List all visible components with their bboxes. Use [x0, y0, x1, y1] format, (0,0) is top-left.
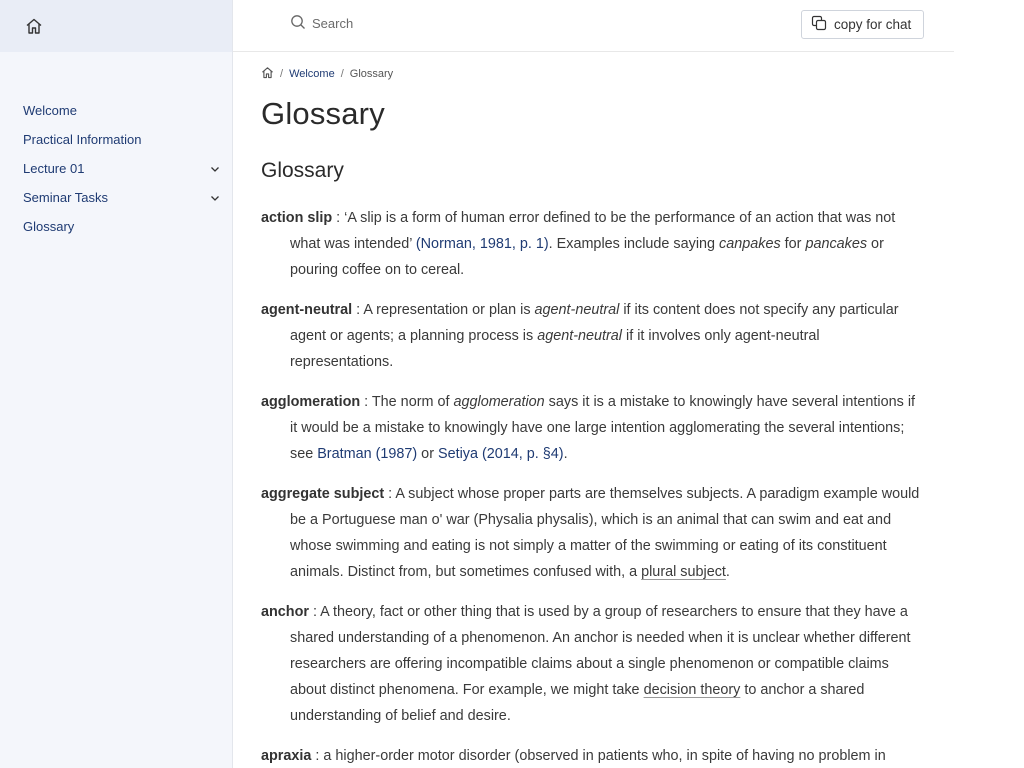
copy-icon: [811, 15, 827, 34]
home-icon[interactable]: [24, 16, 44, 36]
glossary-term: anchor: [261, 604, 309, 620]
sidebar-item-lecture-01[interactable]: [0, 154, 232, 183]
definition-text: or: [417, 446, 438, 462]
main-content: [261, 52, 925, 768]
sidebar-item-practical-information[interactable]: [0, 125, 232, 154]
definition-text: : ‘A slip is a form of human error defined to be the performance of an action that was not what was intended’: [290, 210, 896, 252]
top-bar: [233, 0, 954, 52]
breadcrumb-welcome[interactable]: Welcome: [289, 68, 335, 80]
sidebar-item-label: Seminar Tasks: [23, 190, 109, 205]
glossary-entry-agent-neutral: [261, 297, 925, 375]
copy-for-chat-button[interactable]: [801, 10, 924, 39]
definition-text: : A theory, fact or other thing that is used by a group of researchers to ensure that they have a shared understanding of a phenomenon. An anchor is needed when it is unclear whether different researchers are offering incompatible claims about a single phenomenon or compatible claims about distinct phenomena. For example, we might take: [290, 604, 911, 698]
search-input[interactable]: [290, 14, 353, 33]
sidebar-item-label: Welcome: [23, 103, 77, 118]
definition-text: : The norm of: [360, 394, 454, 410]
sidebar-item-label: Practical Information: [23, 132, 142, 147]
breadcrumb: [261, 66, 925, 82]
section-title: Glossary: [261, 159, 344, 182]
sidebar-nav: [0, 96, 232, 241]
citation-link[interactable]: (Norman, 1981, p. 1): [415, 236, 549, 252]
home-icon[interactable]: [261, 66, 274, 82]
sidebar-header: [0, 0, 232, 52]
page-title: Glossary: [261, 96, 385, 131]
search-placeholder: Search: [312, 16, 354, 31]
chevron-down-icon[interactable]: [208, 162, 222, 176]
glossary-term: agent-neutral: [261, 302, 353, 318]
glossary-term: aggregate subject: [261, 486, 385, 502]
glossary-entry-agglomeration: [261, 389, 925, 467]
definition-text: .: [725, 564, 730, 580]
cross-reference-link[interactable]: decision theory: [643, 682, 741, 698]
sidebar-item-seminar-tasks[interactable]: [0, 183, 232, 212]
emphasis-text: agent-neutral: [537, 328, 623, 344]
emphasis-text: pancakes: [805, 236, 868, 252]
glossary-entry-aggregate-subject: [261, 481, 925, 585]
glossary-term: action slip: [261, 210, 333, 226]
definition-text: : A subject whose proper parts are themselves subjects. A paradigm example would be a Portuguese man o' war (Physalia physalis), which is an animal that can swim and eat and whose swimming and eating is not simply a matter of the swimming or eating of its constituent animals. Distinct from, but sometimes confused with, a: [290, 486, 920, 580]
citation-link[interactable]: Setiya (2014, p. §4): [437, 446, 564, 462]
definition-text: : A representation or plan is: [352, 302, 535, 318]
copy-button-label: copy for chat: [834, 17, 912, 32]
glossary-entry-anchor: [261, 599, 925, 729]
definition-text: if its content does not specify any particular agent or agents; a planning process is: [290, 302, 899, 344]
definition-text: . Examples include saying: [548, 236, 720, 252]
definition-text: says it is a mistake to knowingly have several intentions if it would be a mistake to knowingly have one large intention agglomerating the several intentions; see: [290, 394, 916, 462]
definition-text: if it involves only agent-neutral representations.: [290, 328, 820, 370]
glossary-term: agglomeration: [261, 394, 361, 410]
chevron-down-icon[interactable]: [208, 191, 222, 205]
glossary-entry-apraxia: [261, 743, 925, 768]
definition-text: or pouring coffee on to cereal.: [290, 236, 884, 278]
definition-text: : a higher-order motor disorder (observed in patients who, in spite of having no problem in: [311, 748, 886, 764]
sidebar-item-label: Glossary: [23, 219, 75, 234]
definition-text: for: [780, 236, 806, 252]
cross-reference-link[interactable]: plural subject: [641, 564, 726, 580]
search-icon: [290, 14, 306, 33]
emphasis-text: agent-neutral: [534, 302, 620, 318]
breadcrumb-separator: /: [340, 68, 344, 80]
glossary-list: [261, 205, 925, 768]
sidebar-item-glossary[interactable]: [0, 212, 232, 241]
emphasis-text: canpakes: [719, 236, 781, 252]
sidebar-item-welcome[interactable]: [0, 96, 232, 125]
emphasis-text: agglomeration: [453, 394, 545, 410]
sidebar-item-label: Lecture 01: [23, 161, 85, 176]
glossary-entry-action-slip: [261, 205, 925, 283]
citation-link[interactable]: Bratman (1987): [317, 446, 418, 462]
glossary-term: apraxia: [261, 748, 312, 764]
definition-text: .: [563, 446, 568, 462]
breadcrumb-separator: /: [280, 68, 284, 80]
definition-text: to anchor a shared understanding of belief and desire.: [290, 682, 865, 724]
sidebar: [0, 0, 233, 768]
breadcrumb-current: Glossary: [349, 68, 394, 80]
